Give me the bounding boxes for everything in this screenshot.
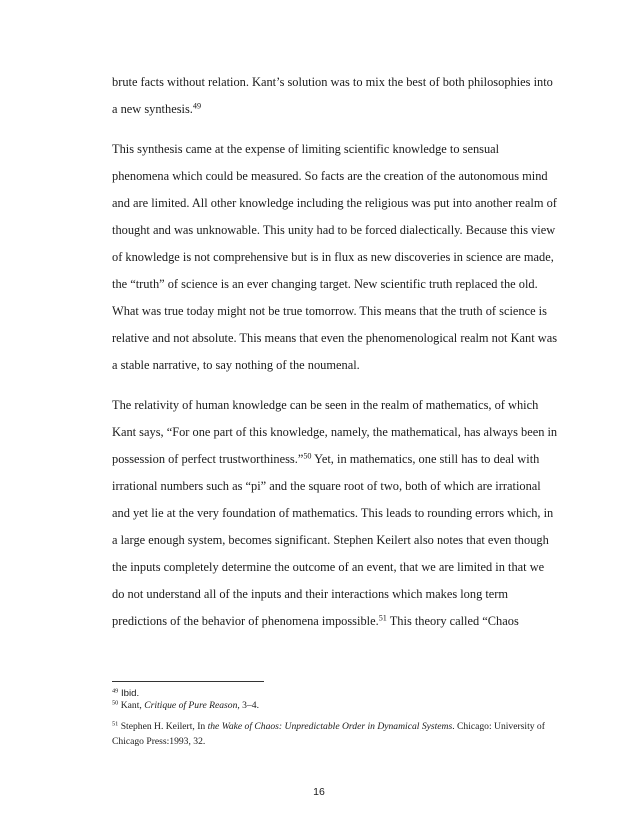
body-line	[112, 101, 572, 117]
footnote-text: Ibid.	[118, 688, 140, 699]
footnote-51	[112, 721, 572, 733]
footnote-ref-51[interactable]: 51	[378, 613, 387, 623]
body-text: possession of perfect trustworthiness.”	[112, 452, 304, 466]
page-number: 16	[313, 786, 325, 798]
body-line	[112, 451, 572, 467]
body-line: What was true today might not be true tomorrow. This means that the truth of science is	[112, 304, 547, 318]
footnote-51-continued: Chicago Press:1993, 32.	[112, 736, 206, 747]
footnote-ref-49[interactable]: 49	[192, 101, 202, 111]
body-line: relative and not absolute. This means that even the phenomenological realm not Kant was	[112, 331, 558, 345]
body-text: Yet, in mathematics, one still has to deal with	[311, 452, 540, 466]
footnote-book-title: Critique of Pure Reason	[144, 700, 238, 711]
body-line: irrational numbers such as “pi” and the square root of two, both of which are irrational	[112, 479, 541, 493]
body-line: This synthesis came at the expense of limiting scientific knowledge to sensual	[112, 142, 500, 156]
footnote-text: Stephen H. Keilert, In	[118, 721, 208, 732]
footnote-number: 49	[112, 687, 119, 695]
footnote-49	[112, 688, 572, 700]
body-line: The relativity of human knowledge can be seen in the realm of mathematics, of which	[112, 398, 539, 412]
footnote-book-title: the Wake of Chaos: Unpredictable Order in Dynamical Systems	[207, 721, 453, 732]
footnote-number: 50	[112, 699, 119, 707]
body-line	[112, 613, 572, 629]
body-text: predictions of the behavior of phenomena impossible.	[112, 614, 379, 628]
footnote-number: 51	[112, 720, 119, 728]
body-line: of knowledge is not comprehensive but is in flux as new discoveries in science are made,	[112, 250, 554, 264]
footnote-text: Kant,	[118, 700, 145, 711]
body-line: do not understand all of the inputs and their interactions which makes long term	[112, 587, 509, 601]
body-line: a stable narrative, to say nothing of the noumenal.	[112, 358, 360, 372]
footnote-50	[112, 700, 572, 712]
footnote-separator	[112, 681, 264, 682]
body-line: and are limited. All other knowledge including the religious was put into another realm of	[112, 196, 557, 210]
body-text: This theory called “Chaos	[386, 614, 519, 628]
body-line: the inputs completely determine the outcome of an event, that we are limited in that we	[112, 560, 545, 574]
body-line: phenomena which could be measured. So facts are the creation of the autonomous mind	[112, 169, 548, 183]
body-line: thought and was unknowable. This unity had to be forced dialectically. Because this view	[112, 223, 556, 237]
body-line: the “truth” of science is an ever changing target. New scientific truth replaced the old.	[112, 277, 538, 291]
footnote-text: . Chicago: University of	[452, 721, 545, 732]
body-line: a large enough system, becomes significant. Stephen Keilert also notes that even though	[112, 533, 549, 547]
footnote-ref-50[interactable]: 50	[303, 451, 312, 461]
body-text: a new synthesis.	[112, 102, 193, 116]
footnote-text: , 3–4.	[237, 700, 259, 711]
body-line: Kant says, “For one part of this knowledge, namely, the mathematical, has always been in	[112, 425, 558, 439]
body-line: and yet lie at the very foundation of mathematics. This leads to rounding errors which, in	[112, 506, 554, 520]
body-line: brute facts without relation. Kant’s solution was to mix the best of both philosophies into	[112, 75, 553, 89]
